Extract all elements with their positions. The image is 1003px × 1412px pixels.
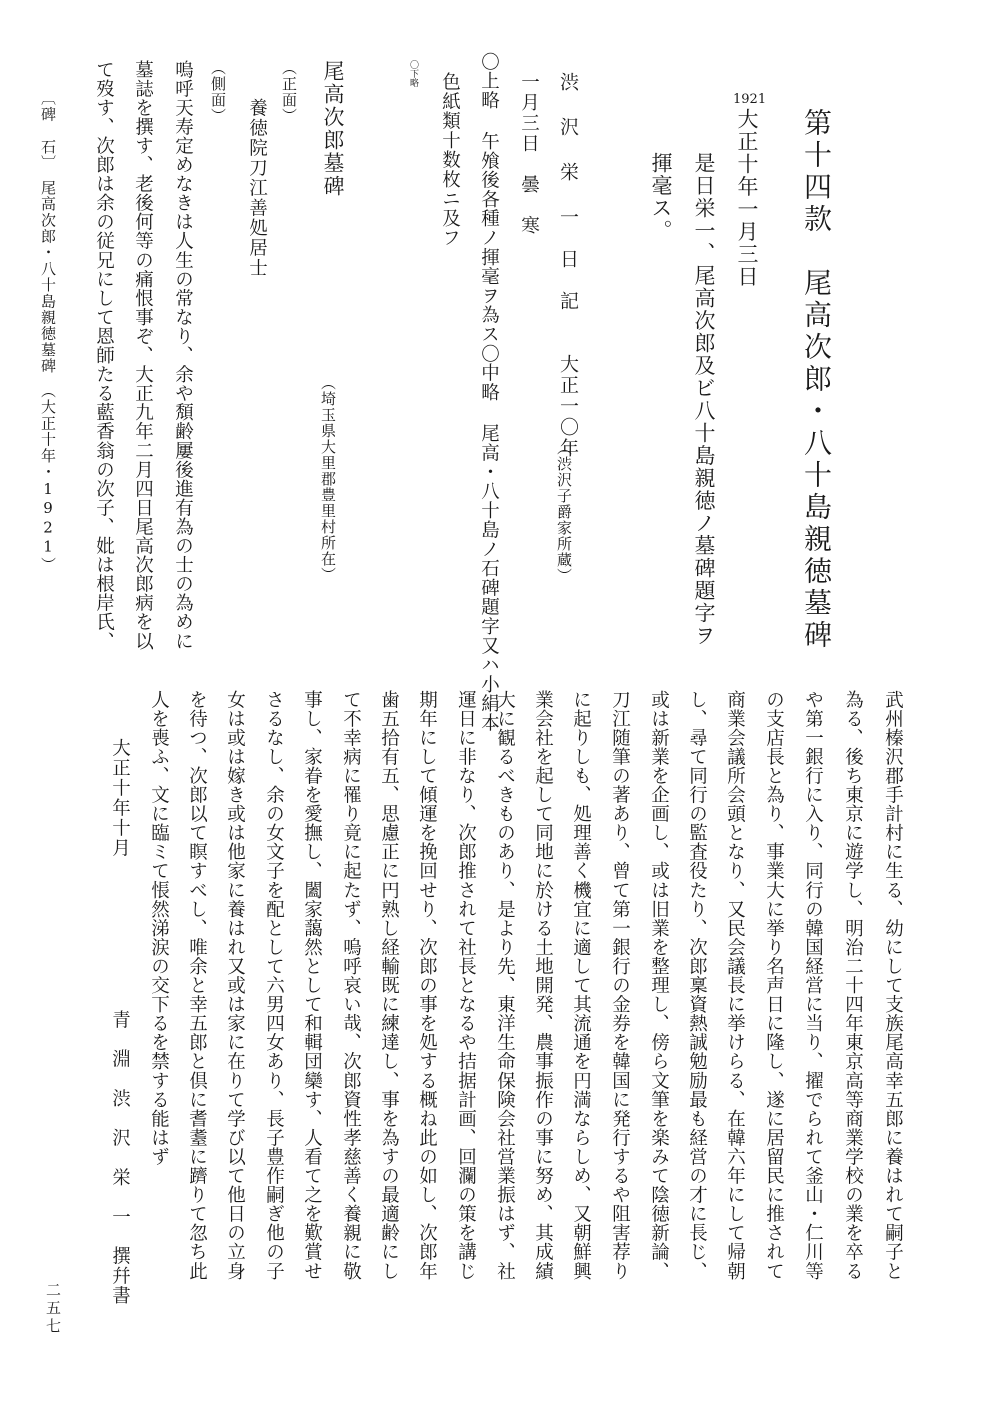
text-line: 武州榛沢郡手計村に生る、幼にして支族尾高幸五郎に養はれて嗣子と bbox=[882, 690, 904, 1281]
text-line: の支店長と為り、事業大に挙り名声日に隆し、遂に居留民に推されて bbox=[763, 690, 785, 1281]
inscription-date: 大正十年十月 bbox=[109, 738, 131, 858]
diary-source: （渋沢子爵家所蔵） bbox=[555, 440, 573, 584]
side-line-3: て歿す、次郎は余の従兄にして恩師たる藍香翁の次子、妣は根岸氏、 bbox=[93, 60, 115, 651]
text-line: 期年にして傾運を挽回せり、次郎の事を処する概ね此の如し、次郎年 bbox=[416, 690, 438, 1281]
tomb-location: （埼玉県大里郡豊里村所在） bbox=[319, 375, 337, 583]
diary-omit-note: 〇下略 bbox=[408, 60, 418, 87]
front-inscription: 養徳院刀江善処居士 bbox=[246, 98, 268, 278]
diary-title: 渋 沢 栄 一 日 記 大正一〇年 bbox=[557, 72, 579, 459]
text-line: 運日に非なり、次郎推されて社長となるや拮据計画、回瀾の策を講じ bbox=[455, 690, 477, 1281]
side-label: （側面） bbox=[209, 60, 227, 124]
year-western: 1921 bbox=[733, 92, 767, 107]
text-line: さるなし、余の女文子を配として六男四女あり、長子豊作嗣ぎ他の子 bbox=[263, 690, 285, 1281]
text-line: 女は或は嫁き或は他家に養はれ又或は家に在りて学び以て他日の立身 bbox=[224, 690, 246, 1281]
text-line: 業会社を起して同地に於ける土地開発、農事振作の事に努め、其成績 bbox=[532, 690, 554, 1281]
text-line: 人を喪ふ、文に臨ミて悵然涕涙の交下るを禁する能はず bbox=[148, 690, 170, 1167]
text-line: を待つ、次郎以て瞑すべし、唯余と幸五郎と倶に耆耋に躋りて忽ち此 bbox=[186, 690, 208, 1281]
text-line: 歯五拾有五、思慮正に円熟し経輸既に練達し、事を為すの最適齢にし bbox=[378, 690, 400, 1281]
footnote-running-head: 〔碑 石〕 尾高次郎・八十島親徳墓碑 （大正十年・1921） bbox=[39, 90, 57, 573]
text-line: 為る、後ち東京に遊学し、明治二十四年東京高等商業学校の業を卒る bbox=[842, 690, 864, 1281]
section-title: 第十四款 尾高次郎・八十島親徳墓碑 bbox=[800, 108, 833, 652]
text-line: 商業会議所会頭となり、又民会議長に挙けらる、在韓六年にして帰朝 bbox=[724, 690, 746, 1281]
diary-line-2: 色紙類十数枚ニ及フ bbox=[439, 72, 461, 248]
text-line: 刀江随筆の著あり、曾て第一銀行の金券を韓国に発行するや阻害荐り bbox=[609, 690, 631, 1281]
text-line: に起りしも、処理善く機宜に適して其流通を円満ならしめ、又朝鮮興 bbox=[570, 690, 592, 1281]
text-line: 事し、家眷を愛撫し、闔家藹然として和輯団欒す、人看て之を歎賞せ bbox=[301, 690, 323, 1281]
diary-line-1: 〇上略 午飧後各種ノ揮毫ヲ為ス〇中略 尾高・八十島ノ石碑題字又ハ小絹本 bbox=[478, 52, 500, 733]
front-label: （正面） bbox=[280, 60, 298, 124]
side-line-2: 墓誌を撰す、老後何等の痛恨事ぞ、大正九年二月四日尾高次郎病を以 bbox=[132, 60, 154, 651]
side-line-1: 嗚呼天寿定めなきは人生の常なり、余や頽齢屢後進有為の士の為めに bbox=[172, 60, 194, 651]
diary-date: 一月三日 曇 寒 bbox=[518, 72, 540, 236]
entry-line-2: 揮毫ス。 bbox=[649, 152, 673, 242]
text-line: 或は新業を企画し、或は旧業を整理し、傍ら文筆を楽みて陰徳新論、 bbox=[648, 690, 670, 1281]
tomb-title: 尾高次郎墓碑 bbox=[321, 60, 345, 198]
text-line: や第一銀行に入り、同行の韓国経営に当り、擢でられて釜山・仁川等 bbox=[802, 690, 824, 1281]
entry-date: 大正十年一月三日 bbox=[735, 108, 759, 288]
text-line: て不幸病に罹り竟に起たず、嗚呼哀い哉、次郎資性孝慈善く養親に敬 bbox=[340, 690, 362, 1281]
text-line: し、尋て同行の監査役たり、次郎稟資熱誠勉励最も経営の才に長じ、 bbox=[686, 690, 708, 1281]
entry-line-1: 是日栄一、尾高次郎及ビ八十島親徳ノ墓碑題字ヲ bbox=[692, 152, 716, 647]
inscription-author: 青 淵 渋 沢 栄 一 撰幷書 bbox=[109, 1010, 131, 1306]
page-number: 二五七 bbox=[44, 1282, 62, 1336]
text-line: 大に観るべきものあり、是より先、東洋生命保険会社営業振はず、社 bbox=[494, 690, 516, 1281]
